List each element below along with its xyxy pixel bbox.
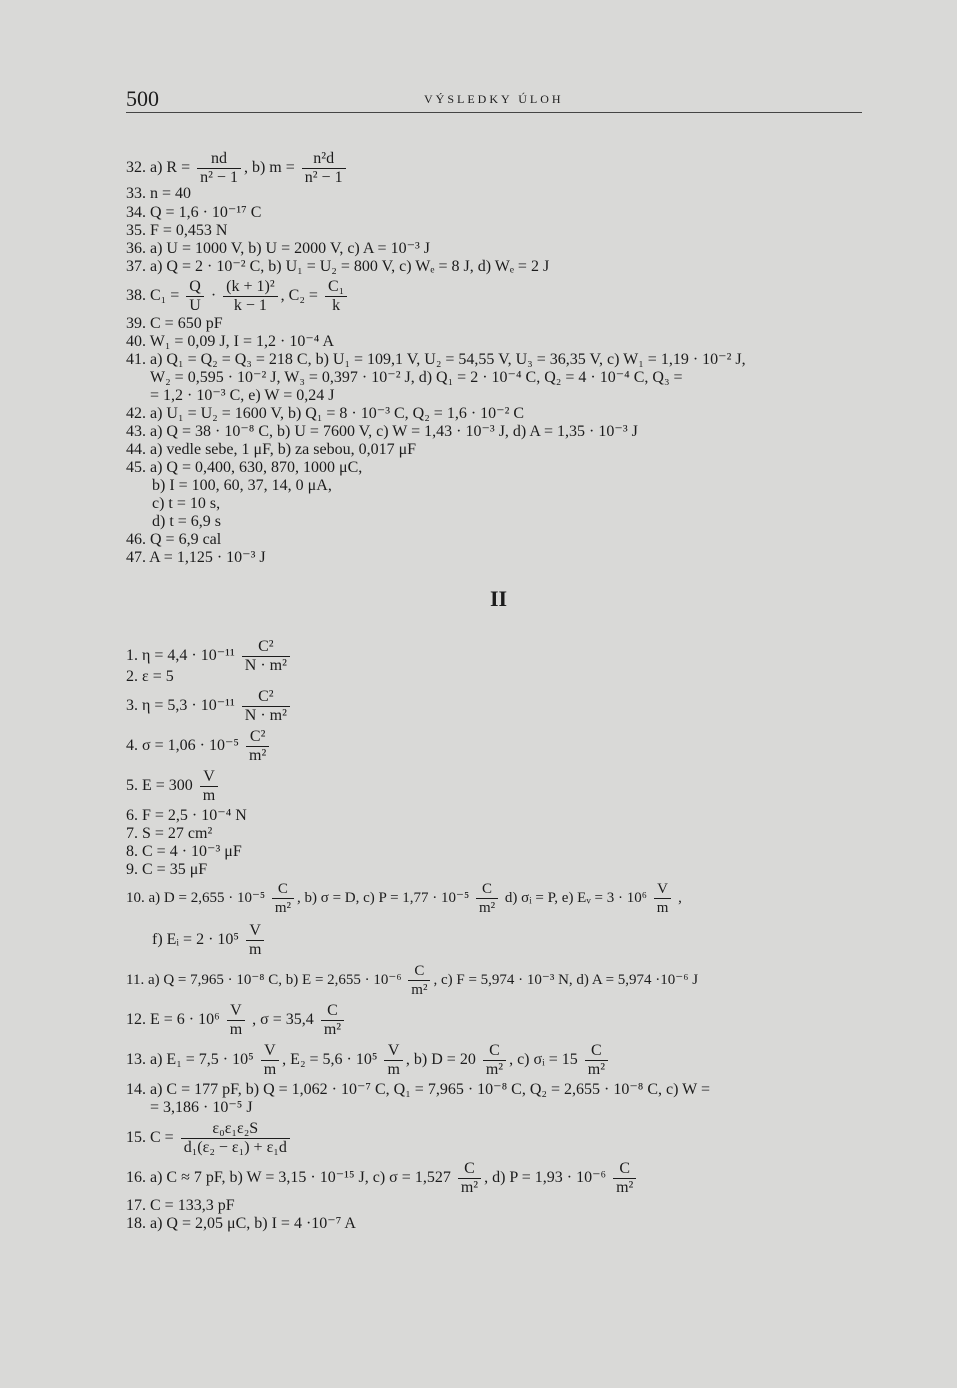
answer-text: , C₂ = — [280, 287, 322, 305]
denominator: N · m² — [244, 657, 287, 674]
answer-42: 42. a) U₁ = U₂ = 1600 V, b) Q₁ = 8 · 10⁻³ C, Q₂ = 1,6 · 10⁻² C — [126, 405, 525, 422]
answer-text: , — [674, 889, 682, 906]
numerator: C — [408, 962, 430, 981]
answer-32 — [126, 150, 349, 187]
answer-text: , d) P = 1,93 · 10⁻⁶ — [484, 1169, 611, 1187]
denominator: m — [248, 941, 262, 958]
answer-41: 41. a) Q₁ = Q₂ = Q₃ = 218 C, b) U₁ = 109,1 V, U₂ = 54,55 V, U₃ = 36,35 V, c) W₁ = 1,19 · 10⁻² J, — [126, 351, 746, 368]
answer-ii-11 — [126, 962, 698, 999]
answer-ii-10-f — [152, 922, 267, 959]
answer-ii-14: 14. a) C = 177 pF, b) Q = 1,062 · 10⁻⁷ C, Q₁ = 7,965 · 10⁻⁸ C, Q₂ = 2,655 · 10⁻⁸ C, c) W = — [126, 1081, 711, 1098]
fraction — [223, 278, 277, 315]
denominator: m² — [485, 1061, 504, 1078]
page-header — [126, 86, 862, 113]
answer-34: 34. Q = 1,6 · 10⁻¹⁷ C — [126, 204, 262, 221]
numerator: C — [476, 880, 498, 899]
fraction — [197, 150, 241, 187]
fraction — [242, 638, 290, 675]
denominator: m² — [616, 1179, 634, 1196]
page-number: 500 — [126, 86, 159, 111]
numerator: C² — [246, 728, 269, 747]
denominator: m — [202, 787, 216, 804]
denominator: d₁(ε₂ − ε₁) + ε₁d — [183, 1139, 287, 1156]
answer-ii-18: 18. a) Q = 2,05 μC, b) I = 4 ·10⁻⁷ A — [126, 1215, 356, 1232]
answer-text: d) σᵢ = P, e) Eᵥ = 3 · 10⁶ — [501, 889, 651, 906]
answer-text: f) Eᵢ = 2 · 10⁵ — [152, 931, 243, 949]
answer-38 — [126, 278, 350, 315]
denominator: m — [263, 1061, 277, 1078]
fraction — [408, 962, 430, 999]
numerator: V — [227, 1002, 245, 1021]
answer-45: 45. a) Q = 0,400, 630, 870, 1000 μC, — [126, 459, 363, 476]
denominator: m² — [478, 900, 496, 916]
answer-ii-14-cont: = 3,186 · 10⁻⁵ J — [150, 1099, 253, 1116]
denominator: m — [229, 1021, 243, 1038]
fraction — [246, 922, 264, 959]
denominator: m² — [411, 982, 428, 998]
fraction — [585, 1042, 608, 1079]
answer-text: 32. a) R = — [126, 159, 195, 177]
denominator: m² — [323, 1021, 342, 1038]
answer-text: 16. a) C ≈ 7 pF, b) W = 3,15 · 10⁻¹⁵ J, c) σ = 1,527 — [126, 1169, 455, 1187]
answer-ii-4 — [126, 728, 272, 765]
answer-text: , E₂ = 5,6 · 10⁵ — [282, 1051, 382, 1069]
answer-ii-6: 6. F = 2,5 · 10⁻⁴ N — [126, 807, 247, 824]
fraction — [242, 688, 290, 725]
answer-text: 12. E = 6 · 10⁶ — [126, 1011, 224, 1029]
answer-ii-15 — [126, 1120, 293, 1157]
numerator: n²d — [302, 150, 346, 169]
running-title: VÝSLEDKY ÚLOH — [424, 92, 564, 106]
fraction — [227, 1002, 245, 1039]
answer-ii-2: 2. ε = 5 — [126, 668, 174, 685]
answer-ii-7: 7. S = 27 cm² — [126, 825, 213, 842]
answer-39: 39. C = 650 pF — [126, 315, 223, 332]
denominator: n² − 1 — [304, 169, 343, 186]
numerator: C² — [242, 688, 290, 707]
numerator: C — [585, 1042, 608, 1061]
answer-text: 38. C₁ = — [126, 287, 184, 305]
answer-ii-8: 8. C = 4 · 10⁻³ μF — [126, 843, 242, 860]
answer-44: 44. a) vedle sebe, 1 μF, b) za sebou, 0,017 μF — [126, 441, 417, 458]
fraction — [654, 880, 672, 917]
answer-37: 37. a) Q = 2 · 10⁻² C, b) U₁ = U₂ = 800 V, c) Wₑ = 8 J, d) Wₑ = 2 J — [126, 258, 550, 275]
numerator: C — [483, 1042, 506, 1061]
answer-text: , c) F = 5,974 · 10⁻³ N, d) A = 5,974 ·10⁻⁶ J — [433, 971, 699, 988]
numerator: C — [321, 1002, 344, 1021]
answer-ii-9: 9. C = 35 μF — [126, 861, 208, 878]
answer-45-c: c) t = 10 s, — [152, 495, 221, 512]
answer-ii-10 — [126, 880, 682, 917]
answer-ii-16 — [126, 1160, 639, 1197]
answer-45-d: d) t = 6,9 s — [152, 513, 222, 530]
answer-text: · — [206, 287, 221, 305]
denominator: m² — [249, 747, 267, 764]
section-title: II — [490, 586, 508, 611]
fraction — [186, 278, 204, 315]
denominator: m² — [587, 1061, 606, 1078]
answer-33: 33. n = 40 — [126, 185, 192, 202]
numerator: C — [272, 880, 294, 899]
denominator: U — [189, 297, 201, 314]
fraction — [272, 880, 294, 917]
answer-43: 43. a) Q = 38 · 10⁻⁸ C, b) U = 7600 V, c) W = 1,43 · 10⁻³ J, d) A = 1,35 · 10⁻³ J — [126, 423, 638, 440]
answer-40: 40. W₁ = 0,09 J, I = 1,2 · 10⁻⁴ A — [126, 333, 335, 350]
numerator: C — [613, 1160, 636, 1179]
answer-45-b: b) I = 100, 60, 37, 14, 0 μA, — [152, 477, 332, 494]
answer-text: 1. η = 4,4 · 10⁻¹¹ — [126, 647, 239, 665]
fraction — [302, 150, 346, 187]
numerator: Q — [186, 278, 204, 297]
denominator: m² — [460, 1179, 479, 1196]
answer-ii-17: 17. C = 133,3 pF — [126, 1197, 235, 1214]
answer-text: 13. a) E₁ = 7,5 · 10⁵ — [126, 1051, 258, 1069]
answer-46: 46. Q = 6,9 cal — [126, 531, 222, 548]
answer-text: 4. σ = 1,06 · 10⁻⁵ — [126, 737, 243, 755]
denominator: m — [656, 900, 669, 916]
answer-text: , b) D = 20 — [405, 1051, 480, 1069]
denominator: m — [387, 1061, 400, 1078]
numerator: V — [654, 880, 672, 899]
fraction — [384, 1042, 402, 1079]
numerator: C — [458, 1160, 481, 1179]
answer-ii-3 — [126, 688, 293, 725]
answer-36: 36. a) U = 1000 V, b) U = 2000 V, c) A = 10⁻³ J — [126, 240, 431, 257]
answer-text: 5. E = 300 — [126, 777, 197, 795]
fraction — [261, 1042, 279, 1079]
numerator: ε₀ε₁ε₂S — [181, 1120, 290, 1139]
answer-text: 11. a) Q = 7,965 · 10⁻⁸ C, b) E = 2,655 · 10⁻⁶ — [126, 971, 406, 988]
fraction — [200, 768, 218, 805]
numerator: V — [200, 768, 218, 787]
answer-text: , b) σ = D, c) P = 1,77 · 10⁻⁵ — [297, 889, 473, 906]
numerator: V — [261, 1042, 279, 1061]
denominator: k − 1 — [233, 297, 267, 314]
denominator: m² — [274, 900, 292, 916]
fraction — [483, 1042, 506, 1079]
answer-text: , σ = 35,4 — [248, 1011, 318, 1029]
fraction — [246, 728, 269, 765]
numerator: (k + 1)² — [223, 278, 277, 297]
answer-41-cont: = 1,2 · 10⁻³ C, e) W = 0,24 J — [150, 387, 335, 404]
numerator: V — [246, 922, 264, 941]
answer-ii-12 — [126, 1002, 347, 1039]
fraction — [321, 1002, 344, 1039]
numerator: C₁ — [325, 278, 347, 297]
answer-47: 47. A = 1,125 · 10⁻³ J — [126, 549, 266, 566]
answer-ii-13 — [126, 1042, 611, 1079]
denominator: n² − 1 — [200, 169, 238, 186]
numerator: V — [384, 1042, 402, 1061]
fraction — [458, 1160, 481, 1197]
numerator: C² — [242, 638, 290, 657]
numerator: nd — [197, 150, 241, 169]
answer-text: 15. C = — [126, 1129, 178, 1147]
answer-41-cont: W₂ = 0,595 · 10⁻² J, W₃ = 0,397 · 10⁻² J, d) Q₁ = 2 · 10⁻⁴ C, Q₂ = 4 · 10⁻⁴ C, Q₃ = — [150, 369, 683, 386]
answer-ii-5 — [126, 768, 221, 805]
denominator: N · m² — [244, 707, 287, 724]
answer-35: 35. F = 0,453 N — [126, 222, 228, 239]
fraction — [181, 1120, 290, 1157]
fraction — [476, 880, 498, 917]
denominator: k — [332, 297, 341, 314]
fraction — [613, 1160, 636, 1197]
answer-text: , b) m = — [243, 159, 299, 177]
answer-text: , c) σᵢ = 15 — [509, 1051, 582, 1069]
fraction — [325, 278, 347, 315]
answer-text: 10. a) D = 2,655 · 10⁻⁵ — [126, 889, 269, 906]
answer-text: 3. η = 5,3 · 10⁻¹¹ — [126, 697, 239, 715]
